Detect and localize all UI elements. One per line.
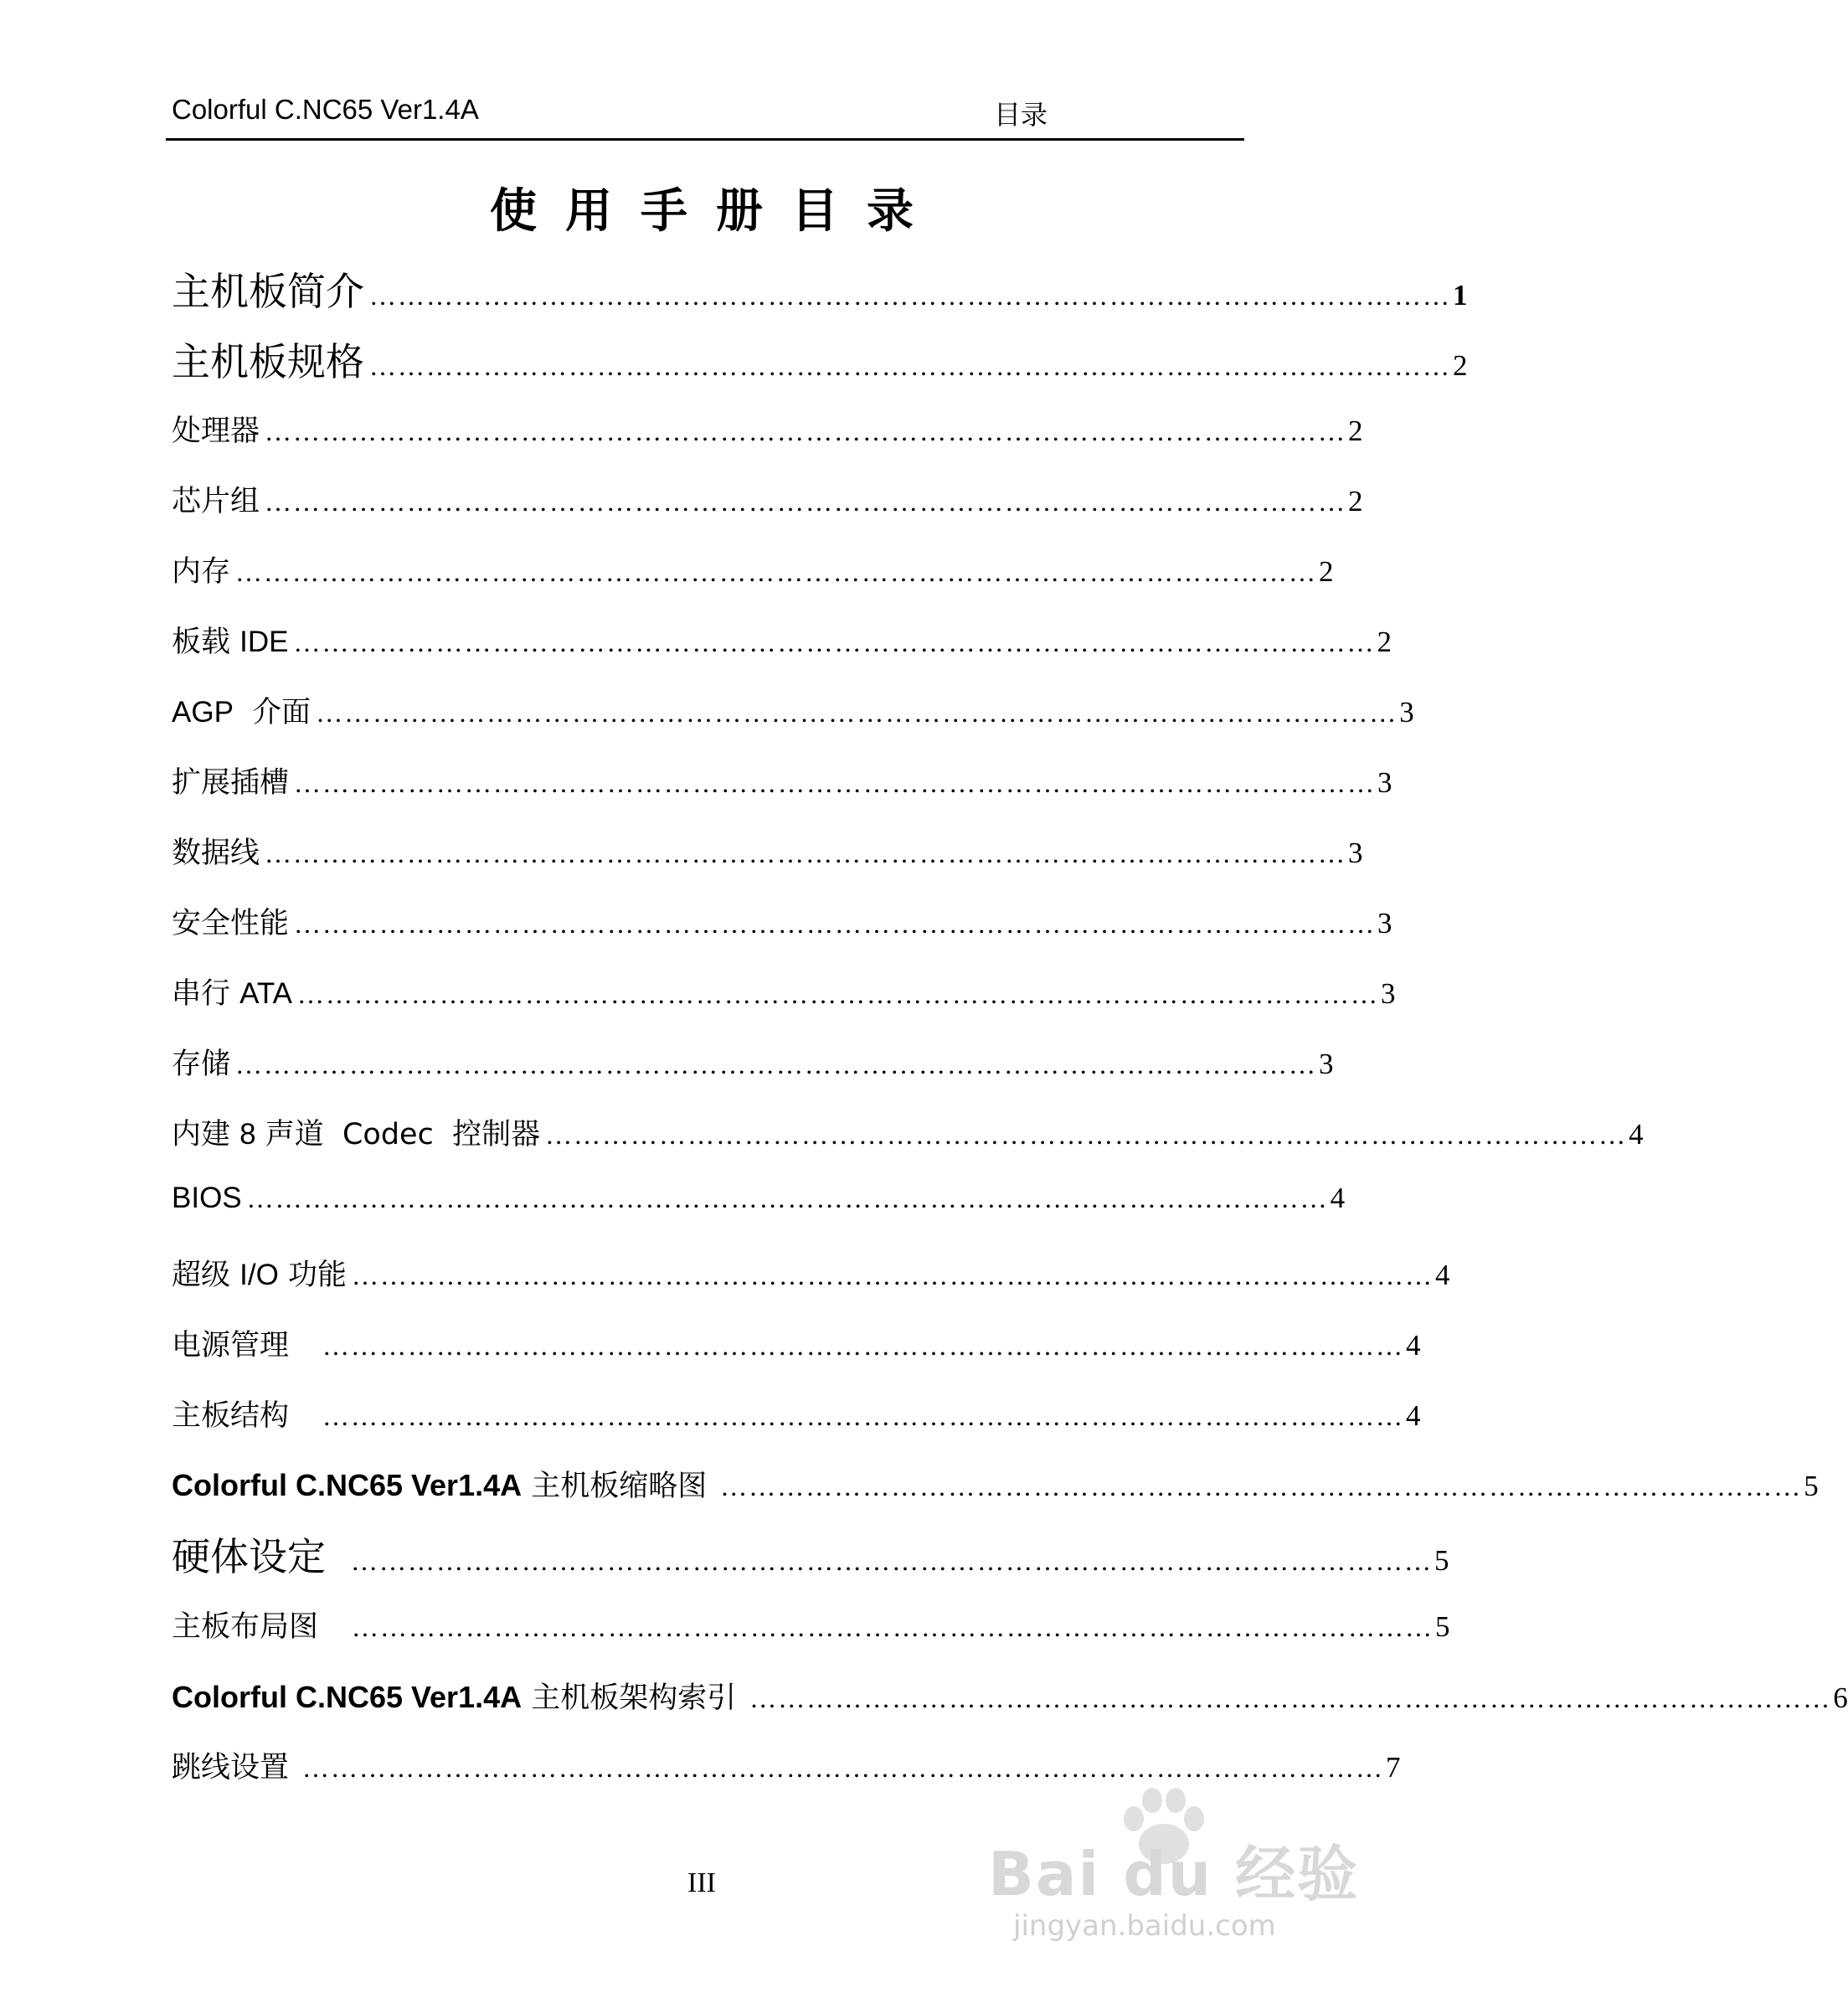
toc-page-number: 1 xyxy=(1453,279,1468,312)
toc-label: 主板结构 xyxy=(172,1399,290,1433)
toc-label: 板载 xyxy=(172,626,240,659)
dot-leader: …………………………………………………………………………………………………… xyxy=(246,1183,1329,1213)
toc-label: 硬体设定 xyxy=(172,1534,326,1579)
toc-page-number: 4 xyxy=(1434,1259,1450,1291)
dot-leader: …………………………………………………………………………………………………… xyxy=(265,838,1347,868)
toc-label-suffix: 声道 Codec 控制器 xyxy=(255,1118,541,1151)
dot-leader: …………………………………………………………………………………………………… xyxy=(316,698,1398,728)
toc-label: 扩展插槽 xyxy=(172,766,290,800)
dot-leader: …………………………………………………………………………………………………… xyxy=(235,557,1318,587)
toc-page-number: 3 xyxy=(1399,696,1414,729)
toc-label: 内建 xyxy=(172,1118,240,1151)
toc-label-latin: IDE xyxy=(239,626,289,658)
toc-label-latin: I/O xyxy=(239,1259,279,1291)
toc-entry-storage[interactable] xyxy=(172,1041,1334,1083)
toc-label-latin: AGP xyxy=(172,696,234,729)
toc-entry-onboard-ide[interactable] xyxy=(172,619,1392,661)
toc-page-number: 5 xyxy=(1435,1610,1450,1643)
toc-entry-agp[interactable] xyxy=(172,689,1414,731)
baidu-jingyan-watermark xyxy=(988,1775,1360,1951)
toc-page-number: 2 xyxy=(1348,415,1363,447)
toc-label-suffix: 功能 xyxy=(278,1259,347,1292)
toc-page-number: 2 xyxy=(1348,485,1363,518)
dot-leader: …………………………………………………………………………………………………… xyxy=(265,487,1347,517)
toc-entry-audio-codec[interactable] xyxy=(172,1111,1644,1153)
header-rule xyxy=(166,138,1244,141)
toc-entry-hardware-setup[interactable] xyxy=(172,1527,1449,1582)
toc-page-number: 4 xyxy=(1629,1118,1644,1151)
dot-leader: …………………………………………………………………………………………………… xyxy=(749,1683,1832,1713)
toc-label: 超级 xyxy=(172,1259,240,1292)
toc-page-number: 5 xyxy=(1434,1544,1449,1577)
toc-entry-board-intro[interactable] xyxy=(172,261,1468,317)
dot-leader: …………………………………………………………………………………………………… xyxy=(294,909,1377,939)
toc-label: 主机板规格 xyxy=(172,339,364,384)
toc-page-number: 5 xyxy=(1804,1470,1819,1502)
dot-leader: …………………………………………………………………………………………………… xyxy=(302,1753,1385,1783)
toc-entry-board-architecture-index[interactable] xyxy=(172,1675,1848,1717)
watermark-url: jingyan.baidu.com xyxy=(1013,1909,1276,1943)
toc-page-number: 2 xyxy=(1453,349,1468,382)
toc-entry-security[interactable] xyxy=(172,900,1392,942)
toc-label-suffix: 主机板架构索引 xyxy=(522,1681,737,1715)
toc-page-number: 3 xyxy=(1319,1048,1334,1080)
toc-page-number: 4 xyxy=(1406,1329,1421,1362)
toc-entry-board-specs[interactable] xyxy=(172,332,1468,387)
toc-label: 跳线设置 xyxy=(172,1751,290,1784)
toc-entry-board-thumbnail[interactable] xyxy=(172,1463,1819,1505)
dot-leader: …………………………………………………………………………………………………… xyxy=(720,1471,1803,1501)
toc-page-number: 3 xyxy=(1377,907,1392,940)
dot-leader: …………………………………………………………………………………………………… xyxy=(297,979,1380,1009)
toc-label: 芯片组 xyxy=(172,485,260,518)
toc-page-number: 4 xyxy=(1406,1399,1421,1432)
dot-leader: …………………………………………………………………………………………………… xyxy=(369,351,1451,381)
toc-label: 主板布局图 xyxy=(172,1610,319,1644)
page-header xyxy=(172,94,1243,136)
toc-entry-board-structure[interactable] xyxy=(172,1393,1421,1434)
dot-leader: …………………………………………………………………………………………………… xyxy=(351,1260,1434,1290)
toc-label-latin: Colorful C.NC65 Ver1.4A xyxy=(172,1468,522,1502)
dot-leader: …………………………………………………………………………………………………… xyxy=(351,1546,1433,1576)
header-model-name: Colorful C.NC65 Ver1.4A xyxy=(172,94,479,125)
toc-label-latin: ATA xyxy=(239,977,293,1010)
toc-label: 数据线 xyxy=(172,837,260,870)
toc-label: 主机板简介 xyxy=(172,269,364,314)
toc-page-number: 3 xyxy=(1377,766,1392,799)
toc-entry-data-cables[interactable] xyxy=(172,830,1363,872)
toc-entry-super-io[interactable] xyxy=(172,1252,1450,1294)
dot-leader: …………………………………………………………………………………………………… xyxy=(369,281,1451,311)
toc-entry-processor[interactable] xyxy=(172,408,1363,450)
header-section-name: 目录 xyxy=(994,99,1048,131)
dot-leader: …………………………………………………………………………………………………… xyxy=(235,1049,1318,1079)
dot-leader: …………………………………………………………………………………………………… xyxy=(352,1612,1434,1642)
toc-label-suffix: 介面 xyxy=(233,696,311,729)
dot-leader: …………………………………………………………………………………………………… xyxy=(293,627,1376,657)
watermark-logo: Bai du 经验 xyxy=(988,1839,1360,1909)
dot-leader: …………………………………………………………………………………………………… xyxy=(265,416,1347,446)
toc-entry-serial-ata[interactable] xyxy=(172,971,1396,1012)
toc-page-number: 7 xyxy=(1386,1751,1401,1784)
document-title: 使用手册目录 xyxy=(490,184,942,239)
dot-leader: …………………………………………………………………………………………………… xyxy=(322,1331,1405,1361)
toc-entry-chipset[interactable] xyxy=(172,478,1363,520)
dot-leader: …………………………………………………………………………………………………… xyxy=(545,1120,1628,1150)
dot-leader: …………………………………………………………………………………………………… xyxy=(322,1401,1405,1431)
toc-entry-memory[interactable] xyxy=(172,548,1334,590)
toc-page-number: 3 xyxy=(1348,837,1363,869)
toc-page-number: 2 xyxy=(1377,626,1392,658)
toc-label-suffix: 主机板缩略图 xyxy=(522,1470,708,1503)
toc-label-latin: Colorful C.NC65 Ver1.4A xyxy=(172,1680,522,1714)
toc-label: 串行 xyxy=(172,977,240,1011)
toc-entry-board-layout[interactable] xyxy=(172,1604,1450,1645)
toc-page-number: 6 xyxy=(1833,1681,1848,1714)
toc-label: 存储 xyxy=(172,1048,231,1081)
toc-entry-bios[interactable] xyxy=(172,1182,1346,1215)
toc-entry-expansion-slots[interactable] xyxy=(172,760,1392,801)
toc-label: 电源管理 xyxy=(172,1329,290,1362)
page-number: III xyxy=(687,1867,716,1898)
toc-label-latin: BIOS xyxy=(172,1182,242,1214)
toc-label-latin: 8 xyxy=(239,1118,256,1151)
toc-label: 安全性能 xyxy=(172,907,290,940)
toc-page-number: 3 xyxy=(1381,977,1396,1010)
toc-entry-power-management[interactable] xyxy=(172,1322,1421,1364)
toc-label: 处理器 xyxy=(172,415,260,448)
toc-label: 内存 xyxy=(172,555,231,589)
toc-page-number: 2 xyxy=(1319,555,1334,588)
dot-leader: …………………………………………………………………………………………………… xyxy=(294,768,1377,798)
toc-page-number: 4 xyxy=(1330,1182,1346,1214)
